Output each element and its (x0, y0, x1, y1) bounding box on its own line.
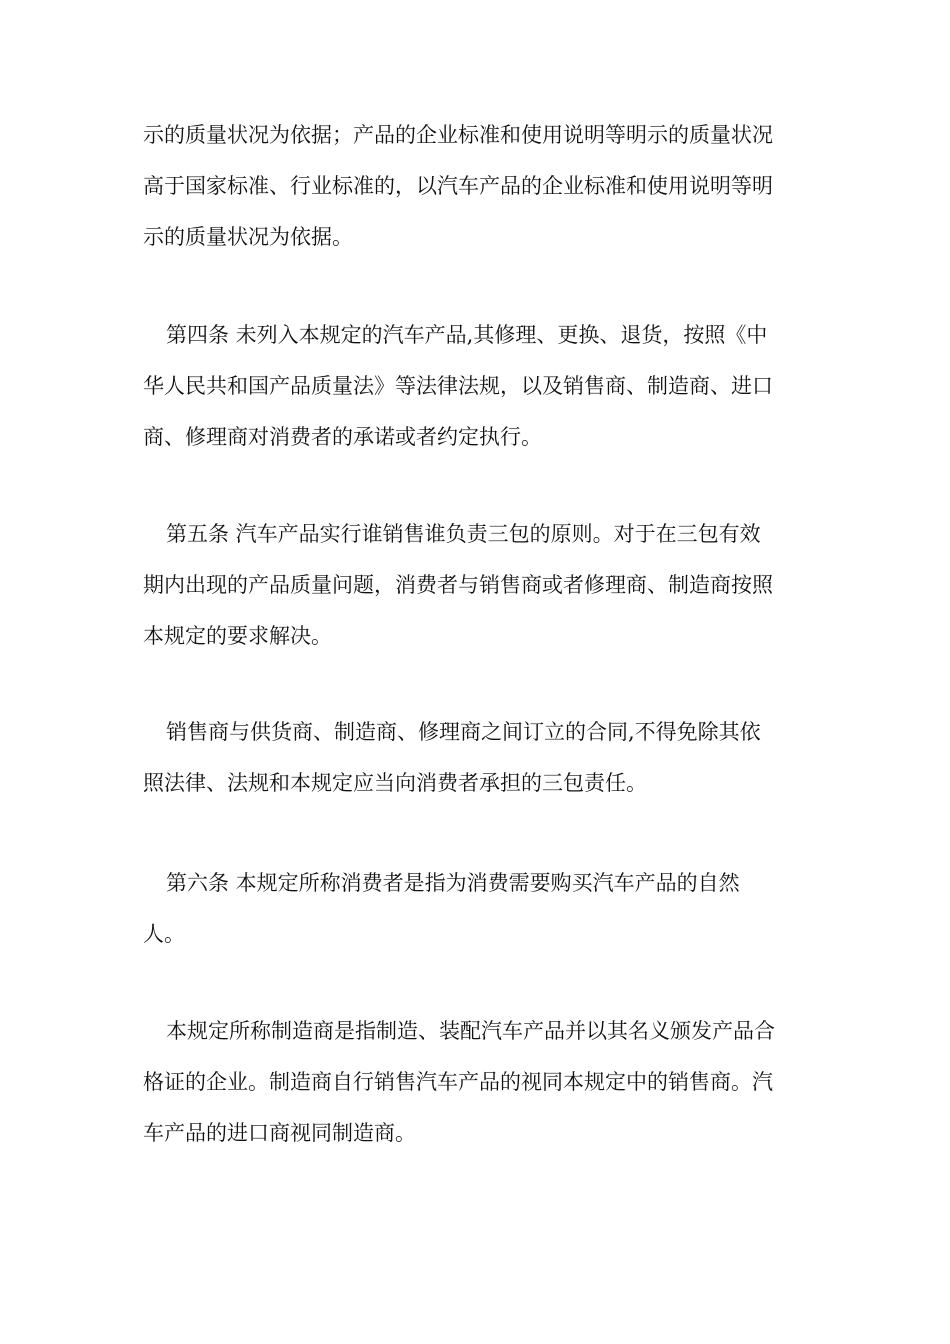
paragraph-article-4 (143, 310, 823, 463)
paragraph-line: 示的质量状况为依据；产品的企业标准和使用说明等明示的质量状况 (143, 123, 773, 147)
paragraph-manufacturer-definition (143, 1006, 823, 1159)
paragraph-line: 本规定的要求解决。 (143, 624, 332, 648)
paragraph-line: 高于国家标准、行业标准的，以汽车产品的企业标准和使用说明等明 (143, 174, 773, 198)
paragraph-line: 华人民共和国产品质量法》等法律法规，以及销售商、制造商、进口 (143, 374, 773, 398)
paragraph-article-5 (143, 509, 823, 662)
paragraph-line: 第六条 本规定所称消费者是指为消费需要购买汽车产品的自然 (166, 871, 740, 895)
paragraph-line: 车产品的进口商视同制造商。 (143, 1121, 416, 1145)
paragraph-line: 照法律、法规和本规定应当向消费者承担的三包责任。 (143, 771, 647, 795)
paragraph-line: 第四条 未列入本规定的汽车产品,其修理、更换、退货，按照《中 (166, 323, 768, 347)
paragraph-line: 示的质量状况为依据。 (143, 225, 353, 249)
paragraph-line: 期内出现的产品质量问题，消费者与销售商或者修理商、制造商按照 (143, 573, 773, 597)
paragraph-line: 人。 (143, 922, 185, 946)
paragraph-seller-contract (143, 707, 823, 809)
paragraph-article-6 (143, 858, 823, 960)
paragraph-line: 格证的企业。制造商自行销售汽车产品的视同本规定中的销售商。汽 (143, 1070, 773, 1094)
paragraph-line: 销售商与供货商、制造商、修理商之间订立的合同,不得免除其依 (166, 720, 761, 744)
paragraph-line: 商、修理商对消费者的承诺或者约定执行。 (143, 425, 542, 449)
paragraph-quality-basis (143, 110, 823, 263)
paragraph-line: 本规定所称制造商是指制造、装配汽车产品并以其名义颁发产品合 (166, 1019, 775, 1043)
paragraph-line: 第五条 汽车产品实行谁销售谁负责三包的原则。对于在三包有效 (166, 522, 761, 546)
